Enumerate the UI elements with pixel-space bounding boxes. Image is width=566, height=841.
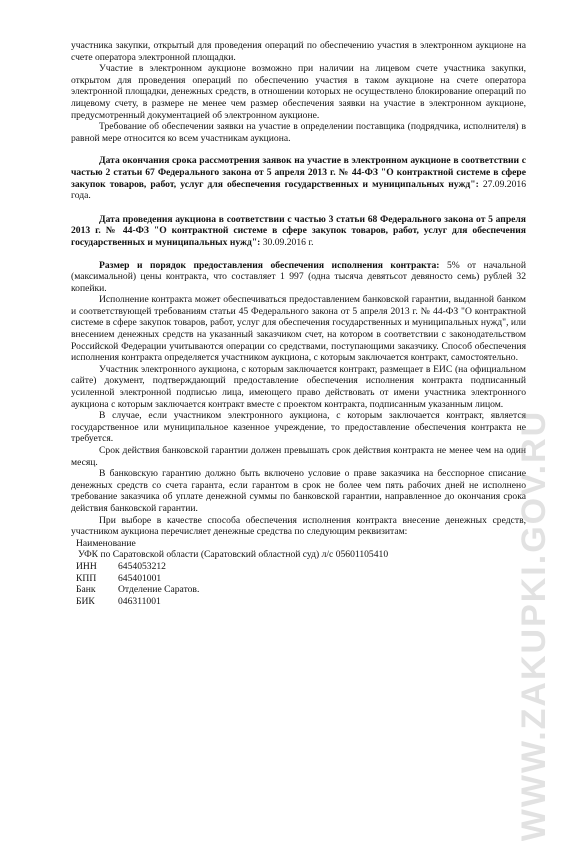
review-deadline-value: 27.09.2016 года.	[71, 178, 526, 202]
paragraph-eis: Участник электронного аукциона, с которым заключается контракт, размещает в ЕИС (на официальном сайте) документ, подтверждающий предоставление обеспечения исполнения контракта подписанный усиленной электронной подписью лица, имеющего право действовать от имени участника электронного аукциона с которым заключается контракт вместе с проектом контракта, подписанным указанным лицом.	[71, 363, 526, 410]
auction-date-paragraph	[71, 214, 526, 249]
review-deadline-label: Дата окончания срока рассмотрения заявок на участие в электронном аукционе в соответствии с частью 2 статьи 67 Федерального закона от 5 апреля 2013 г. № 44-ФЗ "О контрактной системе в сфере закупок товаров, работ, услуг для обеспечения государственных и муниципальных нужд":	[71, 155, 526, 190]
watermark-text: WWW.ZAKUPKI.GOV.RU	[515, 409, 554, 841]
requisite-bik-label: БИК	[76, 595, 95, 607]
requisite-inn-label: ИНН	[76, 560, 97, 572]
security-size-paragraph	[71, 260, 526, 295]
requisite-kpp-value: 645401001	[118, 572, 162, 584]
security-size-value: 5% от начальной (максимальной) цены контракта, что составляет 1 997 (одна тысяча девятьсот девяносто семь) рублей 32 копейки.	[71, 259, 526, 294]
requisite-bik-value: 046311001	[118, 595, 161, 607]
paragraph-state-institution: В случае, если участником электронного аукциона, с которым заключается контракт, является государственное или муниципальное казенное учреждение, то предоставление обеспечения контракта не требуется.	[71, 410, 526, 445]
requisite-name-value-row	[71, 549, 526, 561]
requisites-block	[71, 538, 526, 608]
paragraph-deposit: При выборе в качестве способа обеспечения исполнения контракта внесение денежных средств, участником аукциона перечисляет денежные средства по следующим реквизитам:	[71, 514, 526, 538]
auction-date-label: Дата проведения аукциона в соответствии с частью 3 статьи 68 Федерального закона от 5 апреля 2013 г. № 44-ФЗ "О контрактной системе в сфере закупок товаров, работ, услуг для обеспечения государственных и муниципальных нужд":	[71, 213, 526, 248]
requisite-kpp-label: КПП	[76, 572, 97, 584]
paragraph-execution: Исполнение контракта может обеспечиваться предоставлением банковской гарантии, выданной банком и соответствующей требованиям статьи 45 Федерального закона от 5 апреля 2013 г. № 44-ФЗ "О контрактной системе в сфере закупок товаров, работ, услуг для обеспечения государственных и муниципальных нужд", или внесением денежных средств на указанный заказчиком счет, на котором в соответствии с законодательством Российской Федерации учитываются операции со средствами, поступающими заказчику. Способ обеспечения исполнения контракта определяется участником аукциона, с которым заключается контракт, самостоятельно.	[71, 294, 526, 364]
requisite-name-label: Наименование	[76, 537, 136, 549]
paragraph-participation: Участие в электронном аукционе возможно при наличии на лицевом счете участника закупки, открытом для проведения операций по обеспечению участия в таком аукционе на счете оператора электронной площадки, денежных средств, в отношении которых не осуществлено блокирование операций по лицевому счету, в размере не менее чем размер обеспечения заявки на участие в электронном аукционе, предусмотренный документацией об электронном аукционе.	[71, 63, 526, 121]
paragraph-guarantee-term: Срок действия банковской гарантии должен превышать срок действия контракта не менее чем на один месяц.	[71, 445, 526, 468]
paragraph-guarantee-condition: В банковскую гарантию должно быть включено условие о праве заказчика на бесспорное списание денежных средств со счета гаранта, если гарантом в срок не более чем пять рабочих дней не исполнено требование заказчика об уплате денежной суммы по банковской гарантии, направленное до окончания срока действия банковской гарантии.	[71, 468, 526, 514]
requisite-name-label-row	[71, 538, 526, 550]
requisite-bank-label: Банк	[76, 584, 96, 596]
security-size-label: Размер и порядок предоставления обеспечения исполнения контракта:	[99, 259, 440, 271]
requisite-row	[71, 584, 526, 596]
review-deadline-paragraph	[71, 155, 526, 201]
requisite-row	[71, 573, 526, 585]
requisite-inn-value: 6454053212	[118, 560, 166, 572]
auction-date-value: 30.09.2016 г.	[260, 236, 314, 248]
paragraph-requirement: Требование об обеспечении заявки на участие в определении поставщика (подрядчика, исполнителя) в равной мере относится ко всем участникам аукциона.	[71, 121, 526, 144]
document-page	[71, 40, 526, 607]
requisite-row	[71, 596, 526, 608]
requisite-bank-value: Отделение Саратов.	[118, 584, 200, 596]
requisite-row	[71, 561, 526, 573]
requisite-name-value: УФК по Саратовской области (Саратовский областной суд) л/с 05601105410	[78, 549, 389, 561]
watermark	[505, 409, 565, 841]
paragraph-account: участника закупки, открытый для проведения операций по обеспечению участия в электронном аукционе на счете оператора электронной площадки.	[71, 40, 526, 63]
